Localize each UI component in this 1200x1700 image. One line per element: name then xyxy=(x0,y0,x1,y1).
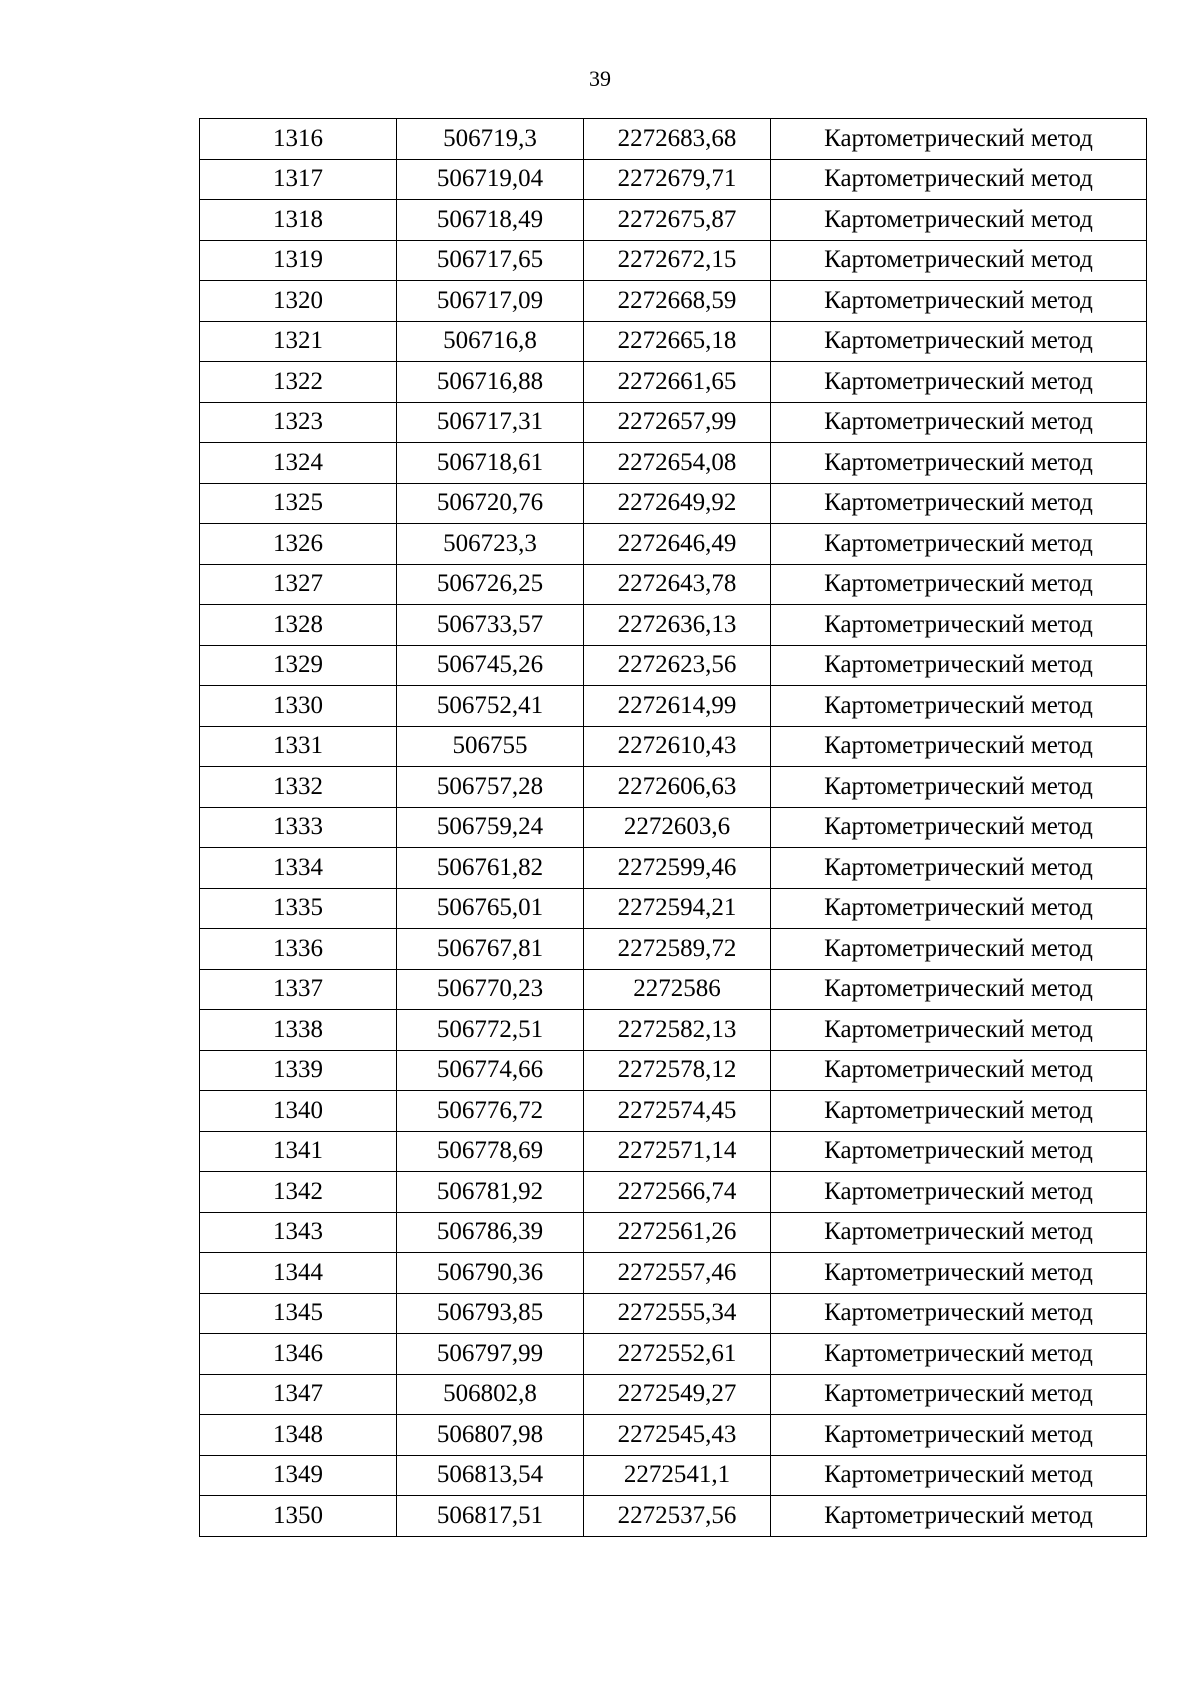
table-row xyxy=(200,645,1147,686)
y-coordinate-cell: 2272555,34 xyxy=(584,1293,771,1334)
table-row xyxy=(200,807,1147,848)
y-coordinate-cell: 2272657,99 xyxy=(584,402,771,443)
y-coordinate-cell: 2272614,99 xyxy=(584,686,771,727)
table-row xyxy=(200,1496,1147,1537)
point-number-cell: 1317 xyxy=(200,159,397,200)
y-coordinate-cell: 2272610,43 xyxy=(584,726,771,767)
y-coordinate-cell: 2272574,45 xyxy=(584,1091,771,1132)
point-number-cell: 1333 xyxy=(200,807,397,848)
method-cell: Картометрический метод xyxy=(771,281,1147,322)
x-coordinate-cell: 506776,72 xyxy=(397,1091,584,1132)
x-coordinate-cell: 506765,01 xyxy=(397,888,584,929)
point-number-cell: 1330 xyxy=(200,686,397,727)
x-coordinate-cell: 506752,41 xyxy=(397,686,584,727)
point-number-cell: 1350 xyxy=(200,1496,397,1537)
y-coordinate-cell: 2272594,21 xyxy=(584,888,771,929)
y-coordinate-cell: 2272586 xyxy=(584,969,771,1010)
point-number-cell: 1347 xyxy=(200,1374,397,1415)
table-row xyxy=(200,1131,1147,1172)
x-coordinate-cell: 506718,61 xyxy=(397,443,584,484)
y-coordinate-cell: 2272582,13 xyxy=(584,1010,771,1051)
point-number-cell: 1331 xyxy=(200,726,397,767)
method-cell: Картометрический метод xyxy=(771,1374,1147,1415)
method-cell: Картометрический метод xyxy=(771,645,1147,686)
table-row xyxy=(200,564,1147,605)
y-coordinate-cell: 2272545,43 xyxy=(584,1415,771,1456)
table-row xyxy=(200,1091,1147,1132)
x-coordinate-cell: 506745,26 xyxy=(397,645,584,686)
table-row xyxy=(200,1455,1147,1496)
coordinates-table xyxy=(199,118,1147,1537)
y-coordinate-cell: 2272561,26 xyxy=(584,1212,771,1253)
y-coordinate-cell: 2272636,13 xyxy=(584,605,771,646)
y-coordinate-cell: 2272552,61 xyxy=(584,1334,771,1375)
x-coordinate-cell: 506772,51 xyxy=(397,1010,584,1051)
y-coordinate-cell: 2272646,49 xyxy=(584,524,771,565)
point-number-cell: 1346 xyxy=(200,1334,397,1375)
y-coordinate-cell: 2272665,18 xyxy=(584,321,771,362)
point-number-cell: 1325 xyxy=(200,483,397,524)
method-cell: Картометрический метод xyxy=(771,1212,1147,1253)
point-number-cell: 1328 xyxy=(200,605,397,646)
method-cell: Картометрический метод xyxy=(771,1010,1147,1051)
y-coordinate-cell: 2272537,56 xyxy=(584,1496,771,1537)
table-row xyxy=(200,200,1147,241)
point-number-cell: 1348 xyxy=(200,1415,397,1456)
x-coordinate-cell: 506723,3 xyxy=(397,524,584,565)
page-number: 39 xyxy=(589,66,611,91)
y-coordinate-cell: 2272623,56 xyxy=(584,645,771,686)
x-coordinate-cell: 506755 xyxy=(397,726,584,767)
method-cell: Картометрический метод xyxy=(771,1050,1147,1091)
point-number-cell: 1316 xyxy=(200,119,397,160)
point-number-cell: 1318 xyxy=(200,200,397,241)
method-cell: Картометрический метод xyxy=(771,1131,1147,1172)
table-row xyxy=(200,1334,1147,1375)
point-number-cell: 1322 xyxy=(200,362,397,403)
x-coordinate-cell: 506717,09 xyxy=(397,281,584,322)
y-coordinate-cell: 2272571,14 xyxy=(584,1131,771,1172)
table-row xyxy=(200,524,1147,565)
x-coordinate-cell: 506790,36 xyxy=(397,1253,584,1294)
method-cell: Картометрический метод xyxy=(771,119,1147,160)
method-cell: Картометрический метод xyxy=(771,929,1147,970)
x-coordinate-cell: 506720,76 xyxy=(397,483,584,524)
y-coordinate-cell: 2272668,59 xyxy=(584,281,771,322)
point-number-cell: 1339 xyxy=(200,1050,397,1091)
point-number-cell: 1337 xyxy=(200,969,397,1010)
x-coordinate-cell: 506717,65 xyxy=(397,240,584,281)
method-cell: Картометрический метод xyxy=(771,807,1147,848)
x-coordinate-cell: 506767,81 xyxy=(397,929,584,970)
x-coordinate-cell: 506807,98 xyxy=(397,1415,584,1456)
point-number-cell: 1344 xyxy=(200,1253,397,1294)
table-row xyxy=(200,1010,1147,1051)
x-coordinate-cell: 506781,92 xyxy=(397,1172,584,1213)
y-coordinate-cell: 2272578,12 xyxy=(584,1050,771,1091)
table-row xyxy=(200,362,1147,403)
y-coordinate-cell: 2272679,71 xyxy=(584,159,771,200)
y-coordinate-cell: 2272566,74 xyxy=(584,1172,771,1213)
table-row xyxy=(200,1415,1147,1456)
table-row xyxy=(200,848,1147,889)
y-coordinate-cell: 2272549,27 xyxy=(584,1374,771,1415)
point-number-cell: 1321 xyxy=(200,321,397,362)
y-coordinate-cell: 2272675,87 xyxy=(584,200,771,241)
point-number-cell: 1336 xyxy=(200,929,397,970)
x-coordinate-cell: 506770,23 xyxy=(397,969,584,1010)
y-coordinate-cell: 2272661,65 xyxy=(584,362,771,403)
method-cell: Картометрический метод xyxy=(771,524,1147,565)
method-cell: Картометрический метод xyxy=(771,848,1147,889)
point-number-cell: 1345 xyxy=(200,1293,397,1334)
y-coordinate-cell: 2272654,08 xyxy=(584,443,771,484)
method-cell: Картометрический метод xyxy=(771,1334,1147,1375)
table-row xyxy=(200,888,1147,929)
point-number-cell: 1335 xyxy=(200,888,397,929)
y-coordinate-cell: 2272643,78 xyxy=(584,564,771,605)
point-number-cell: 1342 xyxy=(200,1172,397,1213)
point-number-cell: 1323 xyxy=(200,402,397,443)
x-coordinate-cell: 506757,28 xyxy=(397,767,584,808)
point-number-cell: 1340 xyxy=(200,1091,397,1132)
method-cell: Картометрический метод xyxy=(771,726,1147,767)
method-cell: Картометрический метод xyxy=(771,159,1147,200)
point-number-cell: 1338 xyxy=(200,1010,397,1051)
table-row xyxy=(200,1212,1147,1253)
method-cell: Картометрический метод xyxy=(771,888,1147,929)
table-row xyxy=(200,1293,1147,1334)
table-row xyxy=(200,686,1147,727)
y-coordinate-cell: 2272683,68 xyxy=(584,119,771,160)
table-row xyxy=(200,483,1147,524)
y-coordinate-cell: 2272672,15 xyxy=(584,240,771,281)
table-row xyxy=(200,119,1147,160)
x-coordinate-cell: 506716,8 xyxy=(397,321,584,362)
method-cell: Картометрический метод xyxy=(771,1293,1147,1334)
table-row xyxy=(200,402,1147,443)
x-coordinate-cell: 506733,57 xyxy=(397,605,584,646)
table-row xyxy=(200,443,1147,484)
y-coordinate-cell: 2272589,72 xyxy=(584,929,771,970)
table-row xyxy=(200,1253,1147,1294)
method-cell: Картометрический метод xyxy=(771,362,1147,403)
table-row xyxy=(200,929,1147,970)
table-row xyxy=(200,281,1147,322)
method-cell: Картометрический метод xyxy=(771,240,1147,281)
table-row xyxy=(200,1172,1147,1213)
table-row xyxy=(200,767,1147,808)
coordinates-table-body xyxy=(200,119,1147,1537)
table-row xyxy=(200,1374,1147,1415)
method-cell: Картометрический метод xyxy=(771,1091,1147,1132)
x-coordinate-cell: 506813,54 xyxy=(397,1455,584,1496)
point-number-cell: 1343 xyxy=(200,1212,397,1253)
x-coordinate-cell: 506802,8 xyxy=(397,1374,584,1415)
x-coordinate-cell: 506774,66 xyxy=(397,1050,584,1091)
x-coordinate-cell: 506778,69 xyxy=(397,1131,584,1172)
y-coordinate-cell: 2272603,6 xyxy=(584,807,771,848)
x-coordinate-cell: 506817,51 xyxy=(397,1496,584,1537)
method-cell: Картометрический метод xyxy=(771,483,1147,524)
y-coordinate-cell: 2272557,46 xyxy=(584,1253,771,1294)
method-cell: Картометрический метод xyxy=(771,1172,1147,1213)
method-cell: Картометрический метод xyxy=(771,564,1147,605)
x-coordinate-cell: 506793,85 xyxy=(397,1293,584,1334)
method-cell: Картометрический метод xyxy=(771,321,1147,362)
x-coordinate-cell: 506786,39 xyxy=(397,1212,584,1253)
method-cell: Картометрический метод xyxy=(771,605,1147,646)
point-number-cell: 1324 xyxy=(200,443,397,484)
y-coordinate-cell: 2272599,46 xyxy=(584,848,771,889)
method-cell: Картометрический метод xyxy=(771,1415,1147,1456)
x-coordinate-cell: 506716,88 xyxy=(397,362,584,403)
x-coordinate-cell: 506719,04 xyxy=(397,159,584,200)
x-coordinate-cell: 506759,24 xyxy=(397,807,584,848)
method-cell: Картометрический метод xyxy=(771,686,1147,727)
table-row xyxy=(200,159,1147,200)
y-coordinate-cell: 2272606,63 xyxy=(584,767,771,808)
y-coordinate-cell: 2272649,92 xyxy=(584,483,771,524)
table-row xyxy=(200,969,1147,1010)
point-number-cell: 1341 xyxy=(200,1131,397,1172)
point-number-cell: 1326 xyxy=(200,524,397,565)
method-cell: Картометрический метод xyxy=(771,443,1147,484)
table-row xyxy=(200,726,1147,767)
method-cell: Картометрический метод xyxy=(771,402,1147,443)
method-cell: Картометрический метод xyxy=(771,200,1147,241)
x-coordinate-cell: 506761,82 xyxy=(397,848,584,889)
x-coordinate-cell: 506726,25 xyxy=(397,564,584,605)
table-row xyxy=(200,240,1147,281)
point-number-cell: 1329 xyxy=(200,645,397,686)
method-cell: Картометрический метод xyxy=(771,1455,1147,1496)
point-number-cell: 1327 xyxy=(200,564,397,605)
point-number-cell: 1332 xyxy=(200,767,397,808)
x-coordinate-cell: 506797,99 xyxy=(397,1334,584,1375)
x-coordinate-cell: 506718,49 xyxy=(397,200,584,241)
point-number-cell: 1334 xyxy=(200,848,397,889)
x-coordinate-cell: 506719,3 xyxy=(397,119,584,160)
point-number-cell: 1349 xyxy=(200,1455,397,1496)
table-row xyxy=(200,321,1147,362)
y-coordinate-cell: 2272541,1 xyxy=(584,1455,771,1496)
method-cell: Картометрический метод xyxy=(771,767,1147,808)
table-row xyxy=(200,1050,1147,1091)
method-cell: Картометрический метод xyxy=(771,1253,1147,1294)
table-row xyxy=(200,605,1147,646)
method-cell: Картометрический метод xyxy=(771,969,1147,1010)
point-number-cell: 1320 xyxy=(200,281,397,322)
method-cell: Картометрический метод xyxy=(771,1496,1147,1537)
point-number-cell: 1319 xyxy=(200,240,397,281)
x-coordinate-cell: 506717,31 xyxy=(397,402,584,443)
